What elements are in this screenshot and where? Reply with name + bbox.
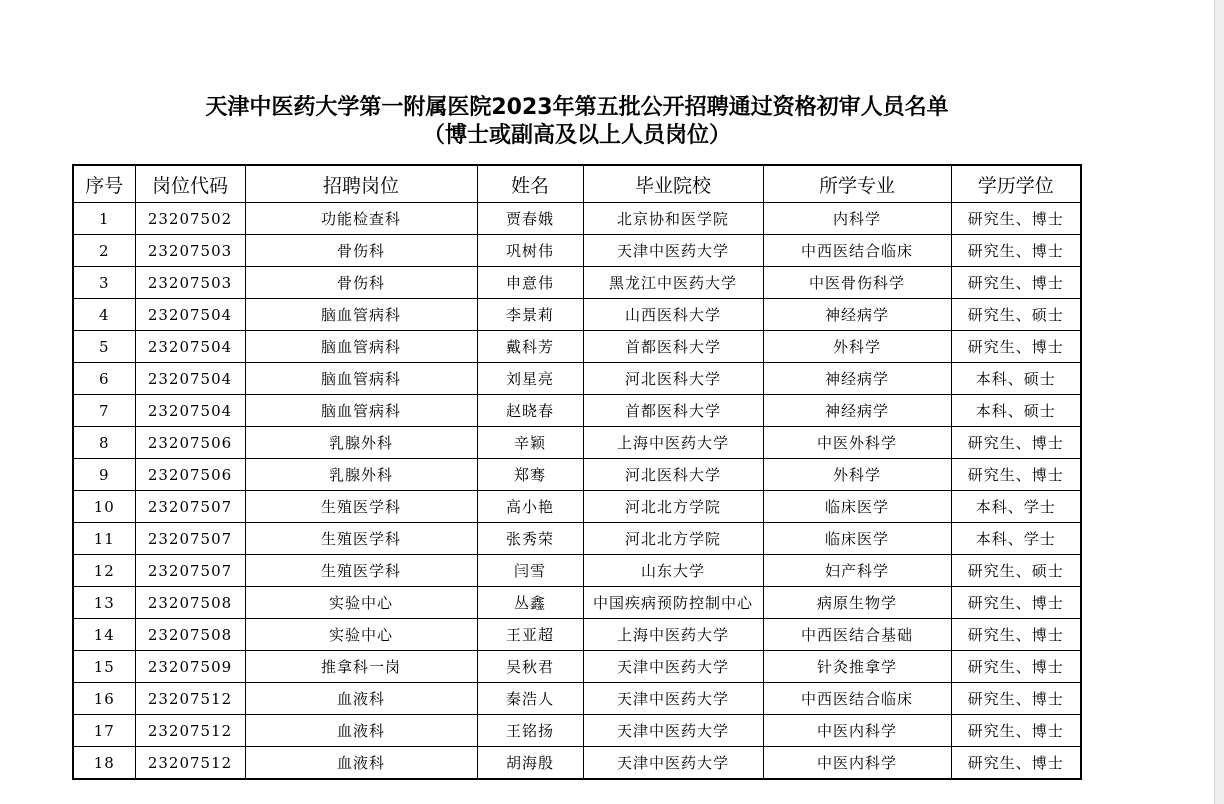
cell-position-code: 23207512 (135, 747, 245, 780)
table-row (73, 203, 1081, 235)
cell-index: 7 (73, 395, 135, 427)
cell-position: 生殖医学科 (245, 491, 477, 523)
cell-position: 乳腺外科 (245, 427, 477, 459)
cell-index: 18 (73, 747, 135, 780)
document-title: 天津中医药大学第一附属医院2023年第五批公开招聘通过资格初审人员名单 (205, 95, 949, 120)
cell-major: 神经病学 (763, 363, 951, 395)
cell-name: 戴科芳 (477, 331, 583, 363)
cell-index: 8 (73, 427, 135, 459)
page-edge-scrollbar[interactable] (1214, 0, 1224, 804)
cell-degree: 研究生、博士 (951, 331, 1081, 363)
table-header-column-position-code: 岗位代码 (135, 165, 245, 203)
cell-position: 脑血管病科 (245, 331, 477, 363)
cell-major: 外科学 (763, 459, 951, 491)
cell-position: 实验中心 (245, 587, 477, 619)
cell-school: 山西医科大学 (583, 299, 763, 331)
cell-index: 14 (73, 619, 135, 651)
cell-position: 脑血管病科 (245, 395, 477, 427)
cell-index: 17 (73, 715, 135, 747)
cell-position-code: 23207507 (135, 555, 245, 587)
cell-major: 中医骨伤科学 (763, 267, 951, 299)
table-header-column-major: 所学专业 (763, 165, 951, 203)
cell-position: 血液科 (245, 683, 477, 715)
cell-position-code: 23207503 (135, 235, 245, 267)
cell-major: 妇产科学 (763, 555, 951, 587)
cell-name: 秦浩人 (477, 683, 583, 715)
cell-position-code: 23207507 (135, 491, 245, 523)
table-row (73, 427, 1081, 459)
cell-name: 刘星亮 (477, 363, 583, 395)
cell-index: 6 (73, 363, 135, 395)
cell-degree: 研究生、博士 (951, 203, 1081, 235)
table-row (73, 747, 1081, 780)
cell-school: 天津中医药大学 (583, 715, 763, 747)
cell-name: 胡海殷 (477, 747, 583, 780)
table-row (73, 235, 1081, 267)
table-row (73, 267, 1081, 299)
table-row (73, 395, 1081, 427)
table-row (73, 619, 1081, 651)
cell-degree: 研究生、博士 (951, 427, 1081, 459)
cell-degree: 研究生、博士 (951, 459, 1081, 491)
table-row (73, 683, 1081, 715)
cell-school: 山东大学 (583, 555, 763, 587)
cell-index: 15 (73, 651, 135, 683)
cell-major: 外科学 (763, 331, 951, 363)
cell-major: 神经病学 (763, 299, 951, 331)
cell-position: 推拿科一岗 (245, 651, 477, 683)
cell-school: 河北医科大学 (583, 459, 763, 491)
cell-major: 中西医结合临床 (763, 235, 951, 267)
cell-position-code: 23207509 (135, 651, 245, 683)
table-row (73, 491, 1081, 523)
cell-school: 上海中医药大学 (583, 619, 763, 651)
cell-major: 中西医结合临床 (763, 683, 951, 715)
cell-position-code: 23207512 (135, 683, 245, 715)
cell-position: 脑血管病科 (245, 299, 477, 331)
cell-school: 天津中医药大学 (583, 747, 763, 780)
table-row (73, 299, 1081, 331)
cell-school: 天津中医药大学 (583, 683, 763, 715)
cell-index: 5 (73, 331, 135, 363)
document-subtitle: （博士或副高及以上人员岗位） (422, 123, 731, 148)
cell-position: 实验中心 (245, 619, 477, 651)
cell-major: 内科学 (763, 203, 951, 235)
cell-index: 9 (73, 459, 135, 491)
cell-index: 4 (73, 299, 135, 331)
table-row (73, 587, 1081, 619)
table-row (73, 363, 1081, 395)
candidate-table (72, 164, 1082, 780)
cell-school: 中国疾病预防控制中心 (583, 587, 763, 619)
cell-degree: 研究生、硕士 (951, 299, 1081, 331)
cell-position: 骨伤科 (245, 267, 477, 299)
cell-position-code: 23207504 (135, 299, 245, 331)
cell-degree: 研究生、博士 (951, 235, 1081, 267)
cell-school: 河北北方学院 (583, 491, 763, 523)
cell-major: 中医外科学 (763, 427, 951, 459)
cell-name: 王亚超 (477, 619, 583, 651)
cell-position-code: 23207508 (135, 619, 245, 651)
cell-major: 病原生物学 (763, 587, 951, 619)
cell-index: 12 (73, 555, 135, 587)
cell-school: 首都医科大学 (583, 395, 763, 427)
cell-major: 中医内科学 (763, 715, 951, 747)
cell-name: 王铭扬 (477, 715, 583, 747)
table-row (73, 331, 1081, 363)
cell-position-code: 23207503 (135, 267, 245, 299)
cell-name: 赵晓春 (477, 395, 583, 427)
cell-name: 巩树伟 (477, 235, 583, 267)
cell-position: 生殖医学科 (245, 523, 477, 555)
cell-position: 乳腺外科 (245, 459, 477, 491)
cell-school: 黑龙江中医药大学 (583, 267, 763, 299)
cell-index: 3 (73, 267, 135, 299)
cell-position: 血液科 (245, 747, 477, 780)
cell-degree: 研究生、博士 (951, 587, 1081, 619)
cell-name: 辛颖 (477, 427, 583, 459)
table-row (73, 715, 1081, 747)
cell-degree: 研究生、硕士 (951, 555, 1081, 587)
cell-index: 2 (73, 235, 135, 267)
cell-position: 功能检查科 (245, 203, 477, 235)
cell-school: 河北北方学院 (583, 523, 763, 555)
cell-school: 河北医科大学 (583, 363, 763, 395)
cell-position-code: 23207504 (135, 363, 245, 395)
cell-position: 血液科 (245, 715, 477, 747)
cell-position-code: 23207502 (135, 203, 245, 235)
cell-index: 10 (73, 491, 135, 523)
cell-position: 生殖医学科 (245, 555, 477, 587)
cell-major: 临床医学 (763, 523, 951, 555)
cell-major: 临床医学 (763, 491, 951, 523)
table-header-column-school: 毕业院校 (583, 165, 763, 203)
cell-index: 16 (73, 683, 135, 715)
cell-degree: 本科、学士 (951, 523, 1081, 555)
cell-degree: 研究生、博士 (951, 619, 1081, 651)
cell-name: 丛鑫 (477, 587, 583, 619)
cell-degree: 研究生、博士 (951, 747, 1081, 780)
cell-major: 针灸推拿学 (763, 651, 951, 683)
cell-degree: 研究生、博士 (951, 715, 1081, 747)
cell-name: 申意伟 (477, 267, 583, 299)
cell-position-code: 23207506 (135, 427, 245, 459)
cell-degree: 研究生、博士 (951, 267, 1081, 299)
table-row (73, 523, 1081, 555)
table-row (73, 555, 1081, 587)
cell-position-code: 23207506 (135, 459, 245, 491)
cell-position: 脑血管病科 (245, 363, 477, 395)
cell-school: 上海中医药大学 (583, 427, 763, 459)
cell-school: 北京协和医学院 (583, 203, 763, 235)
cell-name: 贾春娥 (477, 203, 583, 235)
cell-name: 高小艳 (477, 491, 583, 523)
table-body (73, 203, 1081, 780)
cell-name: 郑骞 (477, 459, 583, 491)
table-row (73, 651, 1081, 683)
table-header-column-degree: 学历学位 (951, 165, 1081, 203)
table-header-column-name: 姓名 (477, 165, 583, 203)
cell-index: 1 (73, 203, 135, 235)
cell-degree: 本科、硕士 (951, 395, 1081, 427)
cell-position-code: 23207507 (135, 523, 245, 555)
cell-degree: 研究生、博士 (951, 651, 1081, 683)
cell-major: 神经病学 (763, 395, 951, 427)
cell-position-code: 23207504 (135, 331, 245, 363)
cell-name: 吴秋君 (477, 651, 583, 683)
cell-name: 闫雪 (477, 555, 583, 587)
table-header-row (73, 165, 1081, 203)
cell-school: 首都医科大学 (583, 331, 763, 363)
cell-position: 骨伤科 (245, 235, 477, 267)
table-header-column-position: 招聘岗位 (245, 165, 477, 203)
cell-position-code: 23207504 (135, 395, 245, 427)
cell-degree: 本科、硕士 (951, 363, 1081, 395)
cell-degree: 研究生、博士 (951, 683, 1081, 715)
cell-position-code: 23207508 (135, 587, 245, 619)
cell-name: 李景莉 (477, 299, 583, 331)
cell-position-code: 23207512 (135, 715, 245, 747)
cell-index: 13 (73, 587, 135, 619)
cell-major: 中西医结合基础 (763, 619, 951, 651)
table-row (73, 459, 1081, 491)
cell-degree: 本科、学士 (951, 491, 1081, 523)
table-header-column-index: 序号 (73, 165, 135, 203)
cell-school: 天津中医药大学 (583, 235, 763, 267)
cell-name: 张秀荣 (477, 523, 583, 555)
cell-index: 11 (73, 523, 135, 555)
cell-major: 中医内科学 (763, 747, 951, 780)
cell-school: 天津中医药大学 (583, 651, 763, 683)
